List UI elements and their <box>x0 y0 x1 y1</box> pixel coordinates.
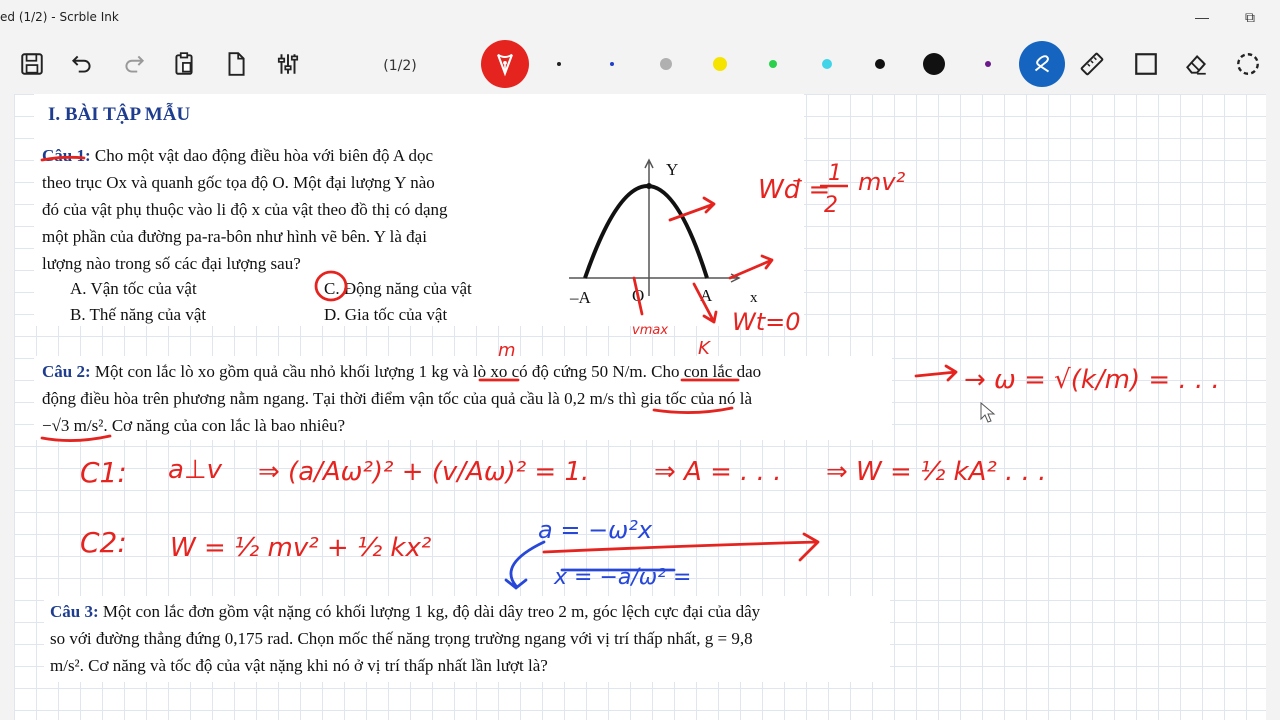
q2-line-3: −√3 m/s². Cơ năng của con lắc là bao nhiêu? <box>42 416 346 435</box>
smooth-stroke-toggle[interactable] <box>1019 41 1065 87</box>
minimize-button[interactable] <box>1188 6 1216 28</box>
pen-tool-active[interactable] <box>481 40 529 88</box>
graph-neg-a-label: –A <box>570 288 591 307</box>
ink-c1-label: C1: <box>80 456 127 489</box>
ink-arrow-c2 <box>544 534 818 560</box>
color-blue-thin[interactable] <box>610 62 614 66</box>
graph-pos-a-label: A <box>700 286 713 305</box>
q3-label: Câu 3: <box>50 602 99 621</box>
q1-label: Câu 1: <box>42 146 91 165</box>
color-black-large[interactable] <box>923 53 945 75</box>
q3-line <box>50 598 760 625</box>
section-heading: I. BÀI TẬP MẪU <box>48 104 191 125</box>
q1-line: Cho một vật dao động điều hòa với biên độ A dọc <box>94 146 433 165</box>
fountain-pen-icon <box>491 50 519 78</box>
lasso-select-button[interactable] <box>1230 46 1266 82</box>
ink-m-label: m <box>498 340 516 361</box>
q3-line-3: m/s². Cơ năng và tốc độ của vật nặng khi nó ở vị trí thấp nhất lần lượt là? <box>50 656 548 675</box>
ink-k-label: K <box>698 338 710 359</box>
graph-x-label: x <box>750 290 758 306</box>
graph-y-label: Y <box>666 160 679 179</box>
save-button[interactable] <box>14 46 50 82</box>
title-bar <box>0 0 1280 34</box>
graph-origin-label: O <box>632 286 645 305</box>
ink-canvas[interactable] <box>14 94 1266 720</box>
clipboard-icon <box>171 51 197 77</box>
new-page-button[interactable] <box>218 46 254 82</box>
q1-option-b: B. Thế năng của vật <box>70 305 207 324</box>
restore-icon: ⧉ <box>1245 8 1255 25</box>
shape-button[interactable] <box>1128 46 1164 82</box>
color-green[interactable] <box>769 60 777 68</box>
lasso-icon <box>1235 51 1261 77</box>
color-purple[interactable] <box>985 61 991 67</box>
ink-c1-a: ⇒ A = . . . <box>654 457 782 487</box>
ink-wd-denominator: 2 <box>824 193 838 218</box>
color-yellow[interactable] <box>713 57 727 71</box>
ink-wd: Wđ = <box>758 175 831 205</box>
undo-button[interactable] <box>64 46 100 82</box>
sliders-icon <box>275 51 301 77</box>
q1-option-d: D. Gia tốc của vật <box>324 305 448 324</box>
ink-blue-x: x = −a/ω² = <box>554 565 692 590</box>
ink-c1-equation: ⇒ (a/Aω²)² + (v/Aω)² = 1. <box>258 457 590 487</box>
ink-c2-label: C2: <box>80 526 127 559</box>
q1-line: theo trục Ox và quanh gốc tọa độ O. Một đại lượng Y nào <box>42 173 435 192</box>
ink-c2-equation: W = ½ mv² + ½ kx² <box>170 533 432 563</box>
ink-a-perp-v: a⊥v <box>168 455 222 485</box>
q1-text <box>42 142 532 169</box>
restore-button[interactable] <box>1236 6 1264 28</box>
mouse-cursor-icon <box>980 402 996 424</box>
ink-vmax: vmax <box>632 323 669 338</box>
color-gray[interactable] <box>660 58 672 70</box>
ink-arrow-omega <box>916 366 956 380</box>
redo-icon <box>121 51 147 77</box>
q1-line: một phần của đường pa-ra-bôn như hình vẽ bên. Y là đại <box>42 227 427 246</box>
ink-omega-formula: → ω = √(k/m) = . . . <box>964 365 1220 395</box>
minimize-icon: — <box>1195 9 1209 25</box>
square-icon <box>1133 51 1159 77</box>
q2-line-2: động điều hòa trên phương nằm ngang. Tại thời điểm vận tốc của quả cầu là 0,2 m/s thì gia tốc của nó là <box>42 389 752 408</box>
squiggle-icon <box>1029 51 1055 77</box>
q1-line: lượng nào trong số các đại lượng sau? <box>42 254 301 273</box>
toolbar <box>0 34 1280 94</box>
save-icon <box>19 51 45 77</box>
ink-wd-mv2: mv² <box>858 168 906 196</box>
eraser-button[interactable] <box>1178 46 1214 82</box>
color-black-thin[interactable] <box>557 62 561 66</box>
color-black-medium[interactable] <box>875 59 885 69</box>
q3-line-2: so với đường thẳng đứng 0,175 rad. Chọn mốc thế năng trọng trường ngang với vị trí thấp nhất, g = 9,8 <box>50 629 753 648</box>
color-cyan[interactable] <box>822 59 832 69</box>
undo-icon <box>69 51 95 77</box>
page-indicator: (1/2) <box>383 58 417 74</box>
parabola-graph <box>549 156 769 306</box>
ruler-button[interactable] <box>1074 46 1110 82</box>
ink-blue-arrow <box>506 542 544 588</box>
window-title: ed (1/2) - Scrble Ink <box>0 10 119 24</box>
q2-line <box>42 358 761 385</box>
paste-button[interactable] <box>166 46 202 82</box>
ink-blue-accel: a = −ω²x <box>538 516 653 544</box>
q2-label: Câu 2: <box>42 362 91 381</box>
q3-line-1: Một con lắc đơn gồm vật nặng có khối lượng 1 kg, độ dài dây treo 2 m, góc lệch cực đại của dây <box>102 602 761 621</box>
document-block-3 <box>44 596 890 682</box>
q1-option-a: A. Vận tốc của vật <box>70 279 197 298</box>
eraser-icon <box>1183 51 1209 77</box>
ink-wd-numerator: 1 <box>828 161 842 186</box>
document-block-1 <box>34 94 804 326</box>
settings-button[interactable] <box>270 46 306 82</box>
q1-line: đó của vật phụ thuộc vào li độ x của vật theo đồ thị có dạng <box>42 200 448 219</box>
q1-option-c: C. Động năng của vật <box>324 279 472 298</box>
ink-c1-energy: ⇒ W = ½ kA² . . . <box>826 457 1047 487</box>
ruler-icon <box>1079 51 1105 77</box>
redo-button[interactable] <box>116 46 152 82</box>
document-block-2 <box>34 356 892 440</box>
q2-line-1: Một con lắc lò xo gồm quả cầu nhỏ khối lượng 1 kg và lò xo có độ cứng 50 N/m. Cho con lắc dao <box>94 362 762 381</box>
page-icon <box>223 51 249 77</box>
ink-wt0: Wt=0 <box>732 308 801 336</box>
